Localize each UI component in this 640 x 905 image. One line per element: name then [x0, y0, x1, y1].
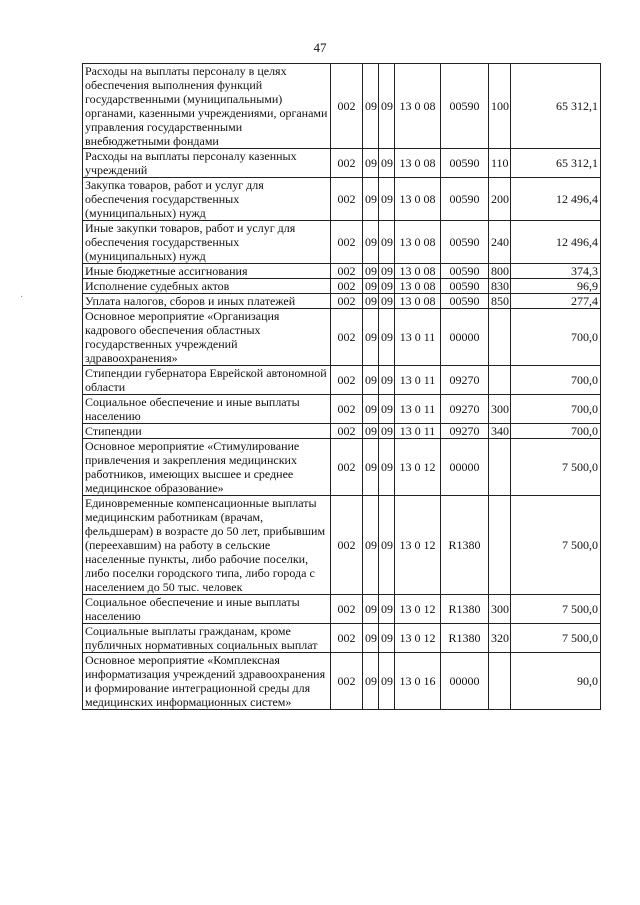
table-row	[83, 64, 601, 149]
direction-code: 00000	[441, 309, 489, 366]
ministry-code: 002	[331, 395, 363, 424]
amount: 12 496,4	[511, 178, 601, 221]
program-code: 13 0 16	[395, 653, 441, 710]
amount: 7 500,0	[511, 624, 601, 653]
ministry-code: 002	[331, 624, 363, 653]
table-row	[83, 496, 601, 595]
ministry-code: 002	[331, 309, 363, 366]
expense-type-code	[489, 439, 511, 496]
subsection-code: 09	[379, 221, 395, 264]
ministry-code: 002	[331, 64, 363, 149]
amount: 277,4	[511, 294, 601, 309]
expense-type-code: 340	[489, 424, 511, 439]
section-code: 09	[363, 595, 379, 624]
expense-name: Стипендии губернатора Еврейской автономной области	[83, 366, 331, 395]
subsection-code: 09	[379, 496, 395, 595]
ministry-code: 002	[331, 439, 363, 496]
expense-name: Исполнение судебных актов	[83, 279, 331, 294]
table-row	[83, 439, 601, 496]
section-code: 09	[363, 64, 379, 149]
expense-type-code: 320	[489, 624, 511, 653]
direction-code: R1380	[441, 595, 489, 624]
table-row	[83, 595, 601, 624]
direction-code: 00000	[441, 439, 489, 496]
expense-type-code: 830	[489, 279, 511, 294]
expense-name: Иные закупки товаров, работ и услуг для обеспечения государственных (муниципальных) нужд	[83, 221, 331, 264]
section-code: 09	[363, 624, 379, 653]
subsection-code: 09	[379, 624, 395, 653]
section-code: 09	[363, 178, 379, 221]
scan-mark: ·	[20, 292, 24, 303]
program-code: 13 0 11	[395, 424, 441, 439]
ministry-code: 002	[331, 149, 363, 178]
subsection-code: 09	[379, 595, 395, 624]
program-code: 13 0 08	[395, 178, 441, 221]
amount: 12 496,4	[511, 221, 601, 264]
expense-name: Социальное обеспечение и иные выплаты населению	[83, 595, 331, 624]
expense-name: Уплата налогов, сборов и иных платежей	[83, 294, 331, 309]
table-row	[83, 178, 601, 221]
expense-name: Расходы на выплаты персоналу казенных учреждений	[83, 149, 331, 178]
program-code: 13 0 12	[395, 624, 441, 653]
section-code: 09	[363, 309, 379, 366]
subsection-code: 09	[379, 366, 395, 395]
program-code: 13 0 08	[395, 279, 441, 294]
ministry-code: 002	[331, 496, 363, 595]
ministry-code: 002	[331, 221, 363, 264]
expense-type-code: 300	[489, 595, 511, 624]
expense-name: Расходы на выплаты персоналу в целях обеспечения выполнения функций государственными (муниципальными) органами, казенными учреждениями, органами управления государственными внебюджетными фондами	[83, 64, 331, 149]
direction-code: R1380	[441, 624, 489, 653]
program-code: 13 0 11	[395, 366, 441, 395]
program-code: 13 0 08	[395, 221, 441, 264]
amount: 700,0	[511, 424, 601, 439]
subsection-code: 09	[379, 439, 395, 496]
amount: 90,0	[511, 653, 601, 710]
expense-type-code: 850	[489, 294, 511, 309]
ministry-code: 002	[331, 595, 363, 624]
program-code: 13 0 11	[395, 309, 441, 366]
table-row	[83, 221, 601, 264]
subsection-code: 09	[379, 279, 395, 294]
ministry-code: 002	[331, 424, 363, 439]
amount: 7 500,0	[511, 595, 601, 624]
section-code: 09	[363, 264, 379, 279]
section-code: 09	[363, 496, 379, 595]
expense-type-code: 110	[489, 149, 511, 178]
direction-code: 09270	[441, 366, 489, 395]
expense-type-code	[489, 653, 511, 710]
expense-name: Социальные выплаты гражданам, кроме публичных нормативных социальных выплат	[83, 624, 331, 653]
expense-name: Основное мероприятие «Организация кадрового обеспечения областных государственных учреждений здравоохранения»	[83, 309, 331, 366]
section-code: 09	[363, 221, 379, 264]
amount: 65 312,1	[511, 64, 601, 149]
section-code: 09	[363, 366, 379, 395]
subsection-code: 09	[379, 395, 395, 424]
subsection-code: 09	[379, 264, 395, 279]
amount: 700,0	[511, 395, 601, 424]
amount: 65 312,1	[511, 149, 601, 178]
ministry-code: 002	[331, 653, 363, 710]
table-row	[83, 424, 601, 439]
table-row	[83, 309, 601, 366]
ministry-code: 002	[331, 366, 363, 395]
expense-name: Социальное обеспечение и иные выплаты населению	[83, 395, 331, 424]
table-row	[83, 149, 601, 178]
subsection-code: 09	[379, 64, 395, 149]
direction-code: 09270	[441, 424, 489, 439]
table-row	[83, 653, 601, 710]
table-row	[83, 395, 601, 424]
expense-name: Основное мероприятие «Комплексная информатизация учреждений здравоохранения и формирование интеграционной среды для медицинских информационных систем»	[83, 653, 331, 710]
expense-type-code	[489, 496, 511, 595]
section-code: 09	[363, 294, 379, 309]
budget-rows	[83, 64, 601, 710]
page-number: 47	[313, 40, 327, 55]
ministry-code: 002	[331, 264, 363, 279]
table-row	[83, 294, 601, 309]
subsection-code: 09	[379, 149, 395, 178]
expense-name: Закупка товаров, работ и услуг для обеспечения государственных (муниципальных) нужд	[83, 178, 331, 221]
direction-code: 00590	[441, 178, 489, 221]
section-code: 09	[363, 653, 379, 710]
subsection-code: 09	[379, 424, 395, 439]
expense-name: Основное мероприятие «Стимулирование привлечения и закрепления медицинских работников, имеющих высшее и среднее медицинское образование»	[83, 439, 331, 496]
amount: 700,0	[511, 366, 601, 395]
ministry-code: 002	[331, 178, 363, 221]
program-code: 13 0 11	[395, 395, 441, 424]
subsection-code: 09	[379, 653, 395, 710]
program-code: 13 0 08	[395, 64, 441, 149]
program-code: 13 0 12	[395, 595, 441, 624]
direction-code: 00590	[441, 294, 489, 309]
expense-name: Стипендии	[83, 424, 331, 439]
direction-code: 00590	[441, 64, 489, 149]
expense-name: Иные бюджетные ассигнования	[83, 264, 331, 279]
section-code: 09	[363, 279, 379, 294]
direction-code: R1380	[441, 496, 489, 595]
section-code: 09	[363, 439, 379, 496]
amount: 374,3	[511, 264, 601, 279]
direction-code: 00590	[441, 264, 489, 279]
amount: 7 500,0	[511, 439, 601, 496]
amount: 700,0	[511, 309, 601, 366]
expense-type-code	[489, 366, 511, 395]
section-code: 09	[363, 395, 379, 424]
ministry-code: 002	[331, 279, 363, 294]
expense-type-code: 800	[489, 264, 511, 279]
program-code: 13 0 12	[395, 439, 441, 496]
program-code: 13 0 12	[395, 496, 441, 595]
subsection-code: 09	[379, 178, 395, 221]
ministry-code: 002	[331, 294, 363, 309]
section-code: 09	[363, 424, 379, 439]
direction-code: 00590	[441, 149, 489, 178]
amount: 7 500,0	[511, 496, 601, 595]
direction-code: 09270	[441, 395, 489, 424]
program-code: 13 0 08	[395, 264, 441, 279]
subsection-code: 09	[379, 309, 395, 366]
direction-code: 00590	[441, 279, 489, 294]
section-code: 09	[363, 149, 379, 178]
direction-code: 00590	[441, 221, 489, 264]
subsection-code: 09	[379, 294, 395, 309]
program-code: 13 0 08	[395, 294, 441, 309]
expense-type-code: 300	[489, 395, 511, 424]
program-code: 13 0 08	[395, 149, 441, 178]
expense-type-code: 100	[489, 64, 511, 149]
direction-code: 00000	[441, 653, 489, 710]
expense-type-code: 200	[489, 178, 511, 221]
expense-name: Единовременные компенсационные выплаты медицинским работникам (врачам, фельдшерам) в возрасте до 50 лет, прибывшим (переехавшим) на работу в сельские населенные пункты, либо рабочие поселки, либо поселки городского типа, либо города с населением до 50 тыс. человек	[83, 496, 331, 595]
table-row	[83, 264, 601, 279]
table-row	[83, 366, 601, 395]
table-row	[83, 279, 601, 294]
expense-type-code: 240	[489, 221, 511, 264]
budget-table	[82, 63, 601, 710]
expense-type-code	[489, 309, 511, 366]
table-row	[83, 624, 601, 653]
amount: 96,9	[511, 279, 601, 294]
